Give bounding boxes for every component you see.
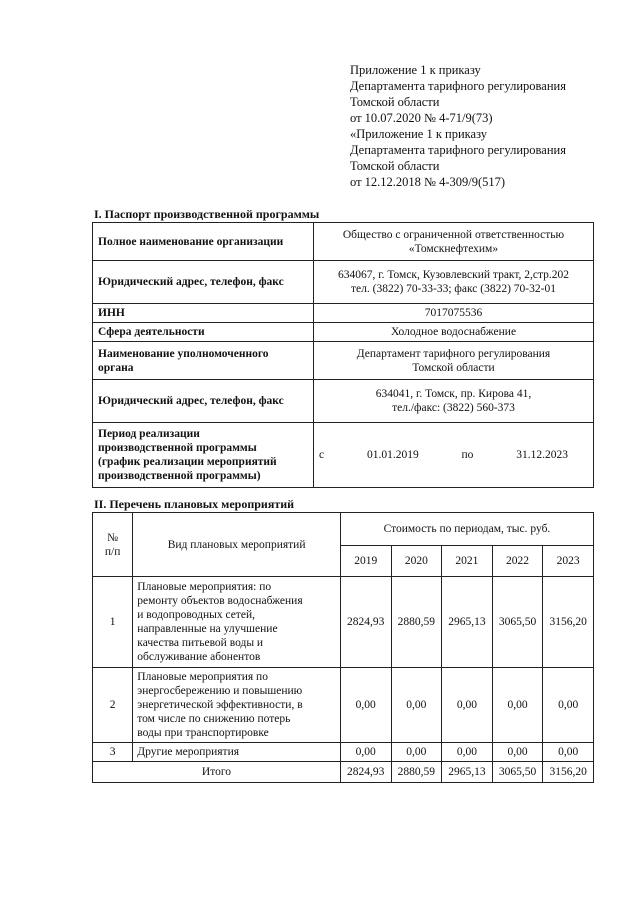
total-cell: 2880,59	[391, 762, 442, 783]
total-cell: 2824,93	[340, 762, 391, 783]
row-label	[93, 423, 314, 488]
label-line: органа	[98, 361, 134, 374]
measure-line: обслуживание абонентов	[137, 651, 261, 663]
period-to-word: по	[461, 449, 474, 461]
measure-line: Плановые мероприятия по	[137, 671, 268, 683]
header-num-line: №	[107, 531, 119, 544]
cost-cell: 0,00	[340, 743, 391, 762]
row-value	[314, 261, 594, 304]
period-from-date: 01.01.2019	[366, 449, 419, 461]
value-line: Департамент тарифного регулирования	[356, 347, 551, 360]
label-line: Период реализации	[98, 428, 200, 440]
measure-line: качества питьевой воды и	[137, 637, 264, 649]
label-line: (график реализации мероприятий	[98, 456, 277, 468]
row-label: Сфера деятельности	[93, 323, 314, 342]
measure-line: энергосбережению и повышению	[137, 685, 303, 697]
cost-cell: 2965,13	[442, 577, 493, 668]
row-label	[93, 342, 314, 380]
row-label: Юридический адрес, телефон, факс	[93, 380, 314, 423]
row-value: 7017075536	[314, 304, 594, 323]
table-row	[93, 304, 594, 323]
row-label: Юридический адрес, телефон, факс	[93, 261, 314, 304]
value-line: тел. (3822) 70-33-33; факс (3822) 70-32-01	[351, 283, 556, 295]
cost-cell: 0,00	[492, 743, 543, 762]
measure-line: направленные на улучшение	[137, 623, 278, 635]
table-row	[93, 342, 594, 380]
cost-cell: 0,00	[543, 743, 594, 762]
total-cell: 3156,20	[543, 762, 594, 783]
value-line: Общество с ограниченной ответственностью	[342, 228, 565, 241]
cost-cell: 0,00	[442, 743, 493, 762]
header-num-line: п/п	[104, 545, 121, 558]
period-range	[319, 448, 588, 462]
cost-cell: 0,00	[391, 668, 442, 743]
cost-cell: 3065,50	[492, 577, 543, 668]
cost-cell: 0,00	[340, 668, 391, 743]
header-line: Департамента тарифного регулирования	[350, 143, 566, 157]
measures-table	[92, 512, 594, 783]
label-line: производственной программы)	[98, 470, 261, 482]
measure-line: том числе по снижению потерь	[137, 713, 291, 725]
row-measure-name	[133, 743, 341, 762]
period-from-word: с	[319, 449, 325, 461]
header-year: 2023	[543, 546, 594, 577]
row-label: Полное наименование организации	[93, 223, 314, 261]
cost-cell: 0,00	[492, 668, 543, 743]
total-row	[93, 762, 594, 783]
section-title-passport: I. Паспорт производственной программы	[94, 207, 320, 221]
period-to-date: 31.12.2023	[516, 449, 568, 461]
header-year: 2019	[340, 546, 391, 577]
measure-line: энергетической эффективности, в	[137, 699, 303, 711]
header-measure-type: Вид плановых мероприятий	[133, 513, 341, 577]
value-line: 634041, г. Томск, пр. Кирова 41,	[375, 388, 532, 400]
measure-line: ремонту объектов водоснабжения	[137, 595, 303, 607]
row-num: 1	[93, 577, 133, 668]
cost-cell: 3156,20	[543, 577, 594, 668]
row-measure-name	[133, 668, 341, 743]
value-line: тел./факс: (3822) 560-373	[392, 402, 515, 414]
measure-line: Плановые мероприятия: по	[137, 581, 272, 593]
table-row	[93, 223, 594, 261]
table-row	[93, 423, 594, 488]
table-row	[93, 577, 594, 668]
table-row	[93, 261, 594, 304]
header-year: 2020	[391, 546, 442, 577]
row-value	[314, 423, 594, 488]
cost-cell: 0,00	[442, 668, 493, 743]
row-num: 2	[93, 668, 133, 743]
header-cost: Стоимость по периодам, тыс. руб.	[340, 513, 593, 546]
section-title-measures: II. Перечень плановых мероприятий	[94, 497, 295, 511]
cost-cell: 0,00	[391, 743, 442, 762]
cost-cell: 2824,93	[340, 577, 391, 668]
measure-line: воды при транспортировке	[137, 727, 269, 739]
header-line: «Приложение 1 к приказу	[350, 127, 488, 141]
header-line: от 10.07.2020 № 4-71/9(73)	[350, 111, 493, 125]
total-label: Итого	[93, 762, 341, 783]
measure-line: и водопроводных сетей,	[137, 609, 255, 621]
header-year: 2022	[492, 546, 543, 577]
header-year: 2021	[442, 546, 493, 577]
table-row	[93, 743, 594, 762]
table-header-row	[93, 513, 594, 546]
value-line: Томской области	[412, 361, 495, 374]
table-row	[93, 323, 594, 342]
value-line: 634067, г. Томск, Кузовлевский тракт, 2,стр.202	[337, 269, 570, 281]
row-value	[314, 380, 594, 423]
row-value: Холодное водоснабжение	[314, 323, 594, 342]
row-num: 3	[93, 743, 133, 762]
row-value	[314, 342, 594, 380]
row-label: ИНН	[93, 304, 314, 323]
header-line: Приложение 1 к приказу	[350, 63, 481, 77]
header-line: Томской области	[350, 95, 440, 109]
header-num	[93, 513, 133, 577]
row-value	[314, 223, 594, 261]
header-line: от 12.12.2018 № 4-309/9(517)	[350, 175, 506, 189]
table-row	[93, 668, 594, 743]
row-measure-name	[133, 577, 341, 668]
value-line: «Томскнефтехим»	[408, 242, 499, 255]
total-cell: 2965,13	[442, 762, 493, 783]
cost-cell: 2880,59	[391, 577, 442, 668]
header-line: Департамента тарифного регулирования	[350, 79, 566, 93]
label-line: Наименование уполномоченного	[98, 347, 269, 360]
table-row	[93, 380, 594, 423]
order-header	[350, 62, 610, 190]
cost-cell: 0,00	[543, 668, 594, 743]
label-line: производственной программы	[98, 442, 257, 454]
measure-line: Другие мероприятия	[137, 746, 240, 758]
total-cell: 3065,50	[492, 762, 543, 783]
header-line: Томской области	[350, 159, 440, 173]
passport-table	[92, 222, 594, 488]
